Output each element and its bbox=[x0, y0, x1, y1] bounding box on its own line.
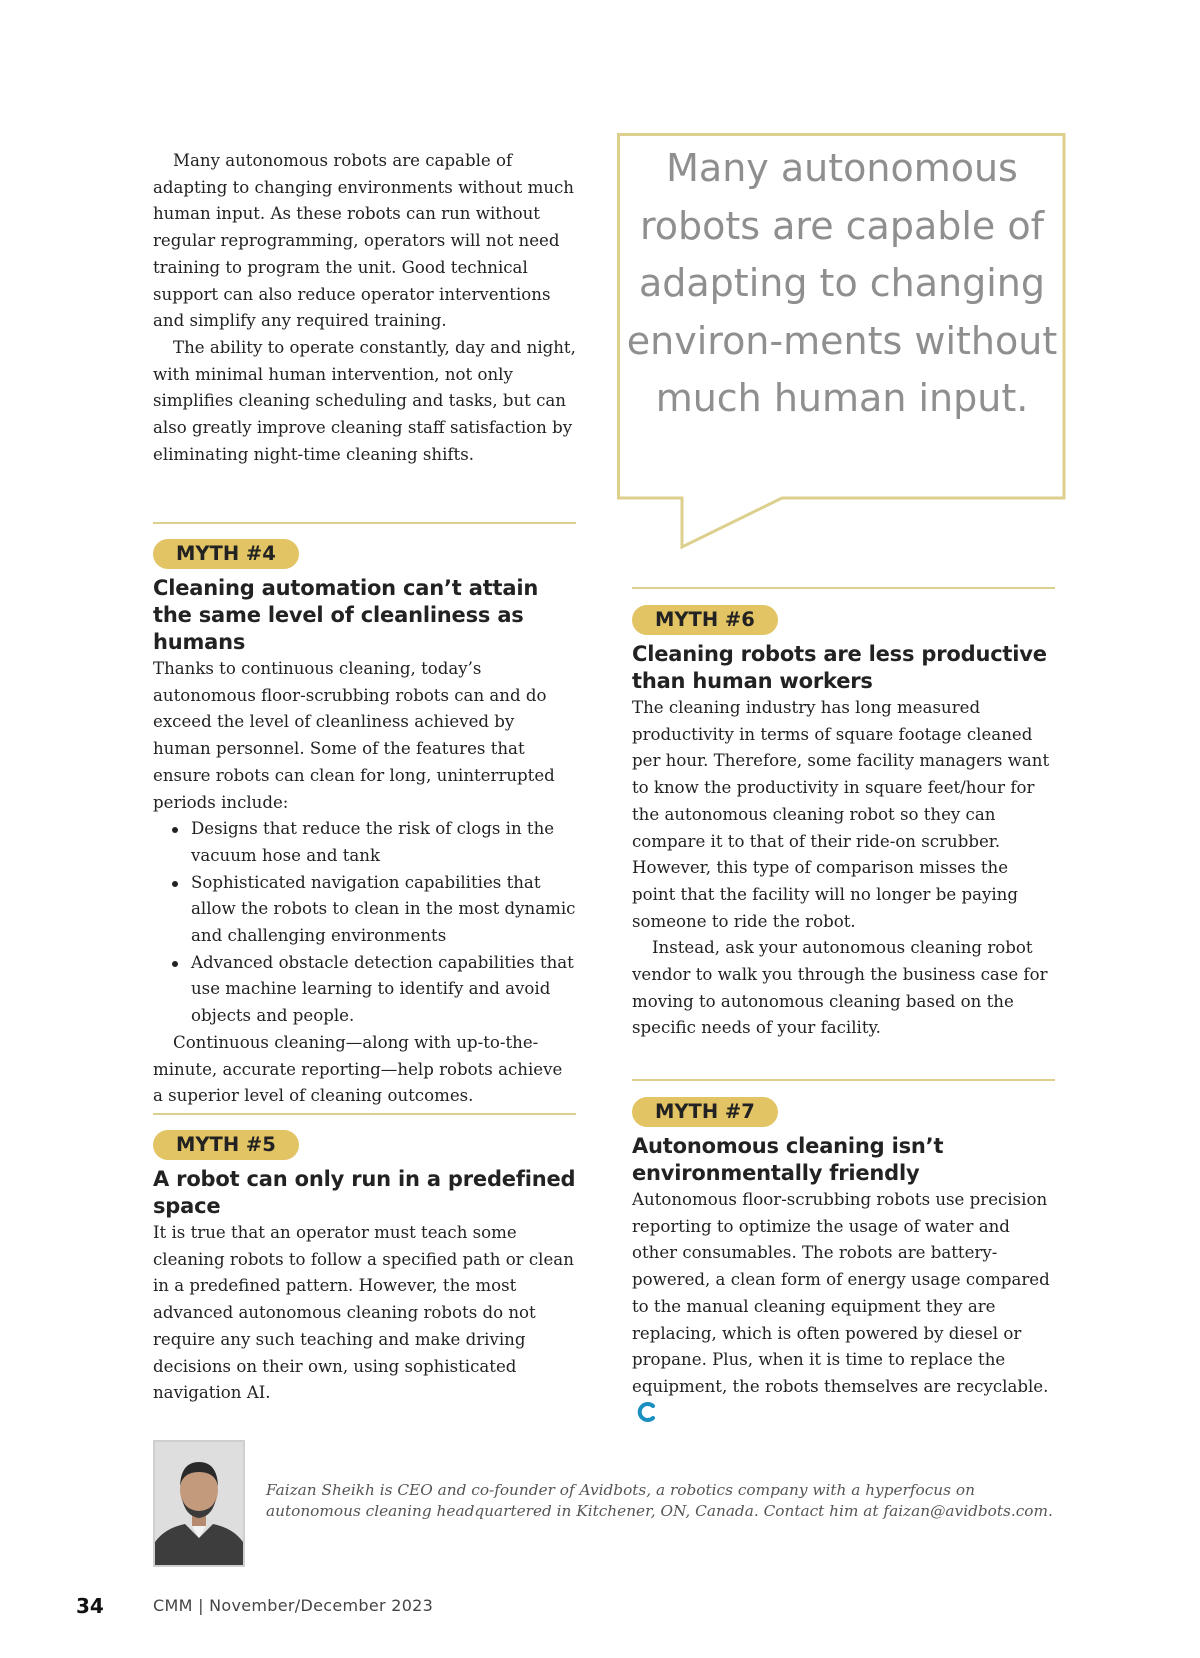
bullet-text: Sophisticated navigation capabilities that allow the robots to clean in the most dynamic and challenging environments bbox=[191, 872, 576, 946]
section-divider bbox=[153, 1113, 576, 1115]
myth4-bullet-list bbox=[153, 816, 576, 1030]
myth4-closing: Continuous cleaning—along with up-to-the-minute, accurate reporting—help robots achieve a superior level of cleaning outcomes. bbox=[153, 1032, 563, 1106]
myth4-paragraph: Thanks to continuous cleaning, today’s autonomous floor-scrubbing robots can and do exceed the level of cleanliness achieved by human personnel. Some of the features that ensure robots can clean for long, uninterrupted periods include: bbox=[153, 659, 555, 812]
author-bio: Faizan Sheikh is CEO and co-founder of Avidbots, a robotics company with a hyperfocus on autonomous cleaning headquartered in Kitchener, ON, Canada. Contact him at faizan@avidbots.com. bbox=[266, 1481, 1053, 1520]
myth6-paragraph-1: The cleaning industry has long measured productivity in terms of square footage cleaned per hour. Therefore, some facility managers want to know the productivity in square feet/hour for the autonomous cleaning robot so they can compare it to that of their ride-on scrubber. However, this type of comparison misses the point that the facility will no longer be paying someone to ride the robot. bbox=[632, 698, 1050, 931]
myth5-badge: MYTH #5 bbox=[153, 1130, 299, 1160]
myth7-badge: MYTH #7 bbox=[632, 1097, 778, 1127]
myth4-heading: Cleaning automation can’t attain the same level of cleanliness as humans bbox=[153, 576, 539, 654]
myth7-paragraph-text: Autonomous floor-scrubbing robots use precision reporting to optimize the usage of water and other consumables. The robots are battery-powered, a clean form of energy usage compared to the manual cleaning equipment they are replacing, which is often powered by diesel or propane. Plus, when it is time to replace the equipment, the robots themselves are recyclable. bbox=[632, 1190, 1050, 1396]
list-item bbox=[153, 816, 576, 869]
end-mark-icon bbox=[636, 1401, 656, 1423]
myth6-paragraph-2: Instead, ask your autonomous cleaning robot vendor to walk you through the business case for moving to autonomous cleaning based on the specific needs of your facility. bbox=[632, 938, 1048, 1038]
myth7-paragraph bbox=[632, 1187, 1055, 1428]
bullet-icon bbox=[172, 881, 178, 887]
list-item bbox=[153, 950, 576, 1030]
section-divider bbox=[153, 522, 576, 524]
pull-quote: Many autonomous robots are capable of adapting to changing environ-ments without much human input. bbox=[626, 146, 1058, 420]
intro-section bbox=[153, 148, 576, 468]
myth6-section bbox=[632, 605, 1055, 1042]
intro-paragraph-2: The ability to operate constantly, day and night, with minimal human intervention, not only simplifies cleaning scheduling and tasks, but can also greatly improve cleaning staff satisfaction by eliminating night-time cleaning shifts. bbox=[153, 337, 576, 464]
intro-paragraph-1: Many autonomous robots are capable of adapting to changing environments without much human input. As these robots can run without regular reprogramming, operators will not need training to program the unit. Good technical support can also reduce operator interventions and simplify any required training. bbox=[153, 151, 574, 331]
author-photo bbox=[153, 1440, 245, 1567]
myth6-heading: Cleaning robots are less productive than human workers bbox=[632, 642, 1047, 693]
list-item bbox=[153, 870, 576, 950]
myth5-paragraph: It is true that an operator must teach some cleaning robots to follow a specified path or clean in a predefined pattern. However, the most advanced autonomous cleaning robots do not require any such teaching and make driving decisions on their own, using sophisticated navigation AI. bbox=[153, 1223, 574, 1403]
page-number: 34 bbox=[76, 1594, 104, 1618]
author-portrait-icon bbox=[155, 1442, 243, 1565]
myth6-badge: MYTH #6 bbox=[632, 605, 778, 635]
publication-info: CMM | November/December 2023 bbox=[153, 1596, 434, 1615]
bullet-icon bbox=[172, 827, 178, 833]
myth5-heading: A robot can only run in a predefined space bbox=[153, 1167, 576, 1218]
section-divider bbox=[632, 1079, 1055, 1081]
myth7-heading: Autonomous cleaning isn’t environmentally friendly bbox=[632, 1134, 944, 1185]
section-divider bbox=[632, 587, 1055, 589]
bullet-text: Advanced obstacle detection capabilities that use machine learning to identify and avoid objects and people. bbox=[191, 952, 574, 1026]
bullet-icon bbox=[172, 961, 178, 967]
bullet-text: Designs that reduce the risk of clogs in the vacuum hose and tank bbox=[191, 819, 555, 865]
myth4-section bbox=[153, 539, 576, 1110]
myth5-section bbox=[153, 1130, 576, 1407]
myth7-section bbox=[632, 1097, 1055, 1428]
myth4-badge: MYTH #4 bbox=[153, 539, 299, 569]
